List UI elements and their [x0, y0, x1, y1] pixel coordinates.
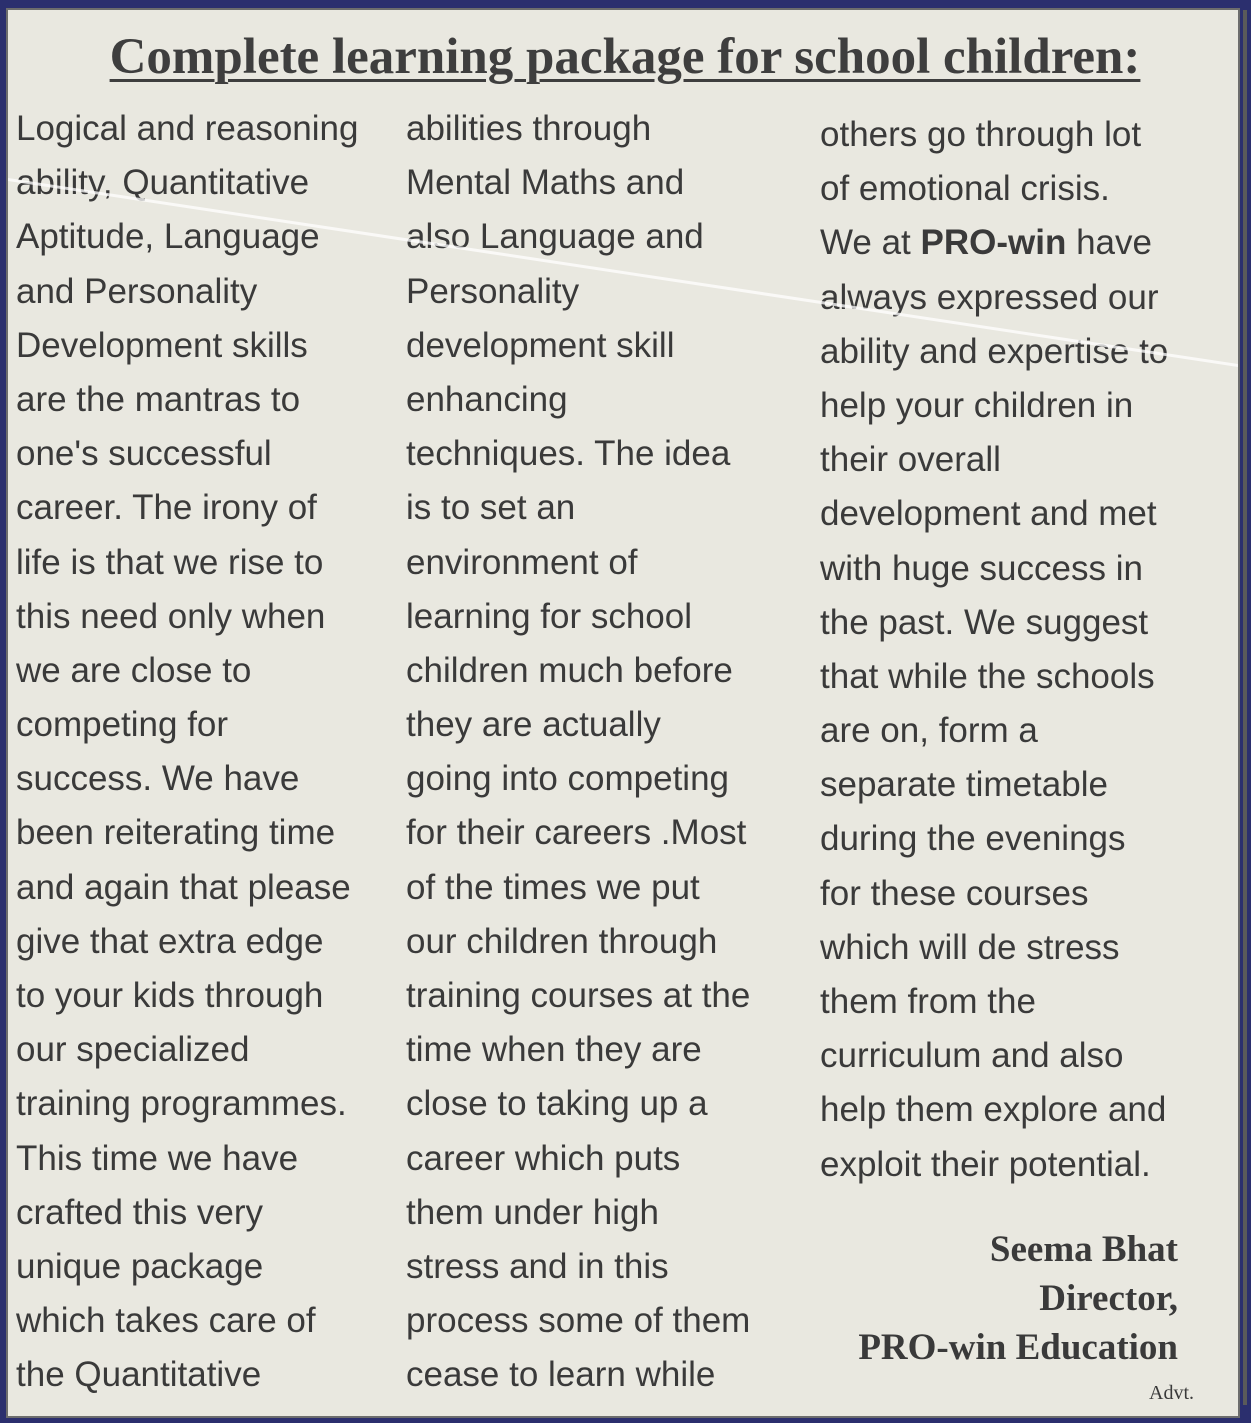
column-3: [820, 108, 1168, 1192]
text-line: development skill: [406, 325, 675, 365]
text-line: with huge success in: [820, 548, 1143, 588]
text-line: training programmes.: [16, 1084, 347, 1124]
text-fragment: We at: [820, 223, 911, 263]
text-line: always expressed our: [820, 277, 1159, 317]
text-line: [820, 216, 1168, 270]
text-line: for their careers .Most: [406, 813, 747, 853]
text-line: the Quantitative: [16, 1355, 262, 1395]
text-line: exploit their potential.: [820, 1144, 1151, 1184]
text-line: are on, form a: [820, 711, 1038, 751]
text-line: of emotional crisis.: [820, 169, 1110, 209]
signatory-name: Seema Bhat: [989, 1229, 1178, 1270]
text-line: during the evenings: [820, 819, 1126, 859]
text-line: our specialized: [16, 1030, 250, 1070]
text-line: them from the: [820, 982, 1036, 1021]
brand-name: PRO-win: [920, 223, 1067, 263]
text-line: enhancing: [406, 379, 568, 419]
text-line: crafted this very: [16, 1192, 264, 1232]
text-line: stress and in this: [406, 1246, 669, 1286]
column-1: [16, 102, 358, 1403]
text-line: Mental Maths and: [406, 163, 685, 203]
text-line: this need only when: [16, 596, 326, 636]
text-line: unique package: [16, 1246, 264, 1286]
text-line: they are actually: [406, 705, 661, 745]
organization-name: PRO-win Education: [858, 1327, 1178, 1368]
column-2: [406, 102, 750, 1403]
text-fragment: have: [1076, 223, 1152, 263]
text-line: ability, Quantitative: [16, 163, 310, 203]
text-line: life is that we rise to: [16, 542, 324, 582]
text-line: ability and expertise to: [820, 331, 1169, 371]
text-line: them under high: [406, 1192, 659, 1232]
text-line: techniques. The idea: [406, 434, 731, 474]
text-line: to your kids through: [16, 976, 324, 1015]
text-line: development and met: [820, 494, 1157, 534]
text-line: their overall: [820, 440, 1001, 480]
text-line: Personality: [406, 271, 580, 311]
text-line: which will de stress: [820, 927, 1120, 967]
text-line: our children through: [406, 921, 718, 961]
text-line: environment of: [406, 542, 638, 582]
text-line: help them explore and: [820, 1090, 1167, 1130]
text-line: learning for school: [406, 596, 692, 636]
text-line: Development skills: [16, 325, 308, 365]
text-line: and again that please: [16, 867, 351, 907]
text-line: career. The irony of: [16, 488, 317, 528]
advertisement-label: Advt.: [1149, 1382, 1194, 1404]
text-line: children much before: [406, 650, 733, 690]
text-line: Logical and reasoning: [16, 109, 359, 148]
text-line: for these courses: [820, 873, 1089, 913]
text-line: of the times we put: [406, 867, 700, 907]
newspaper-clipping: [6, 8, 1240, 1418]
text-line: process some of them: [406, 1301, 751, 1341]
text-line: and Personality: [16, 271, 258, 311]
text-line: competing for: [16, 705, 229, 745]
text-line: separate timetable: [820, 765, 1108, 805]
text-line: Aptitude, Language: [16, 217, 320, 257]
text-line: abilities through: [406, 109, 652, 148]
text-line: also Language and: [406, 217, 704, 257]
text-line: that while the schools: [820, 656, 1155, 696]
text-line: cease to learn while: [406, 1355, 716, 1395]
text-line: the past. We suggest: [820, 602, 1149, 642]
text-line: are the mantras to: [16, 379, 301, 419]
text-line: one's successful: [16, 434, 272, 474]
text-line: help your children in: [820, 385, 1134, 425]
text-line: curriculum and also: [820, 1036, 1124, 1076]
text-line: close to taking up a: [406, 1084, 708, 1124]
text-line: others go through lot: [820, 115, 1142, 154]
text-line: which takes care of: [16, 1301, 316, 1341]
text-line: give that extra edge: [16, 921, 324, 961]
text-line: going into competing: [406, 759, 729, 799]
page-edge: [1243, 10, 1247, 1405]
text-line: is to set an: [406, 488, 576, 528]
signature-block: [858, 1225, 1178, 1372]
text-line: been reiterating time: [16, 813, 336, 853]
text-line: time when they are: [406, 1030, 702, 1070]
text-line: success. We have: [16, 759, 300, 799]
text-line: we are close to: [16, 650, 252, 690]
text-line: training courses at the: [406, 976, 751, 1015]
signatory-title: Director,: [1039, 1278, 1178, 1319]
text-line: This time we have: [16, 1138, 299, 1178]
headline: Complete learning package for school children:: [109, 29, 1141, 85]
text-line: career which puts: [406, 1138, 681, 1178]
